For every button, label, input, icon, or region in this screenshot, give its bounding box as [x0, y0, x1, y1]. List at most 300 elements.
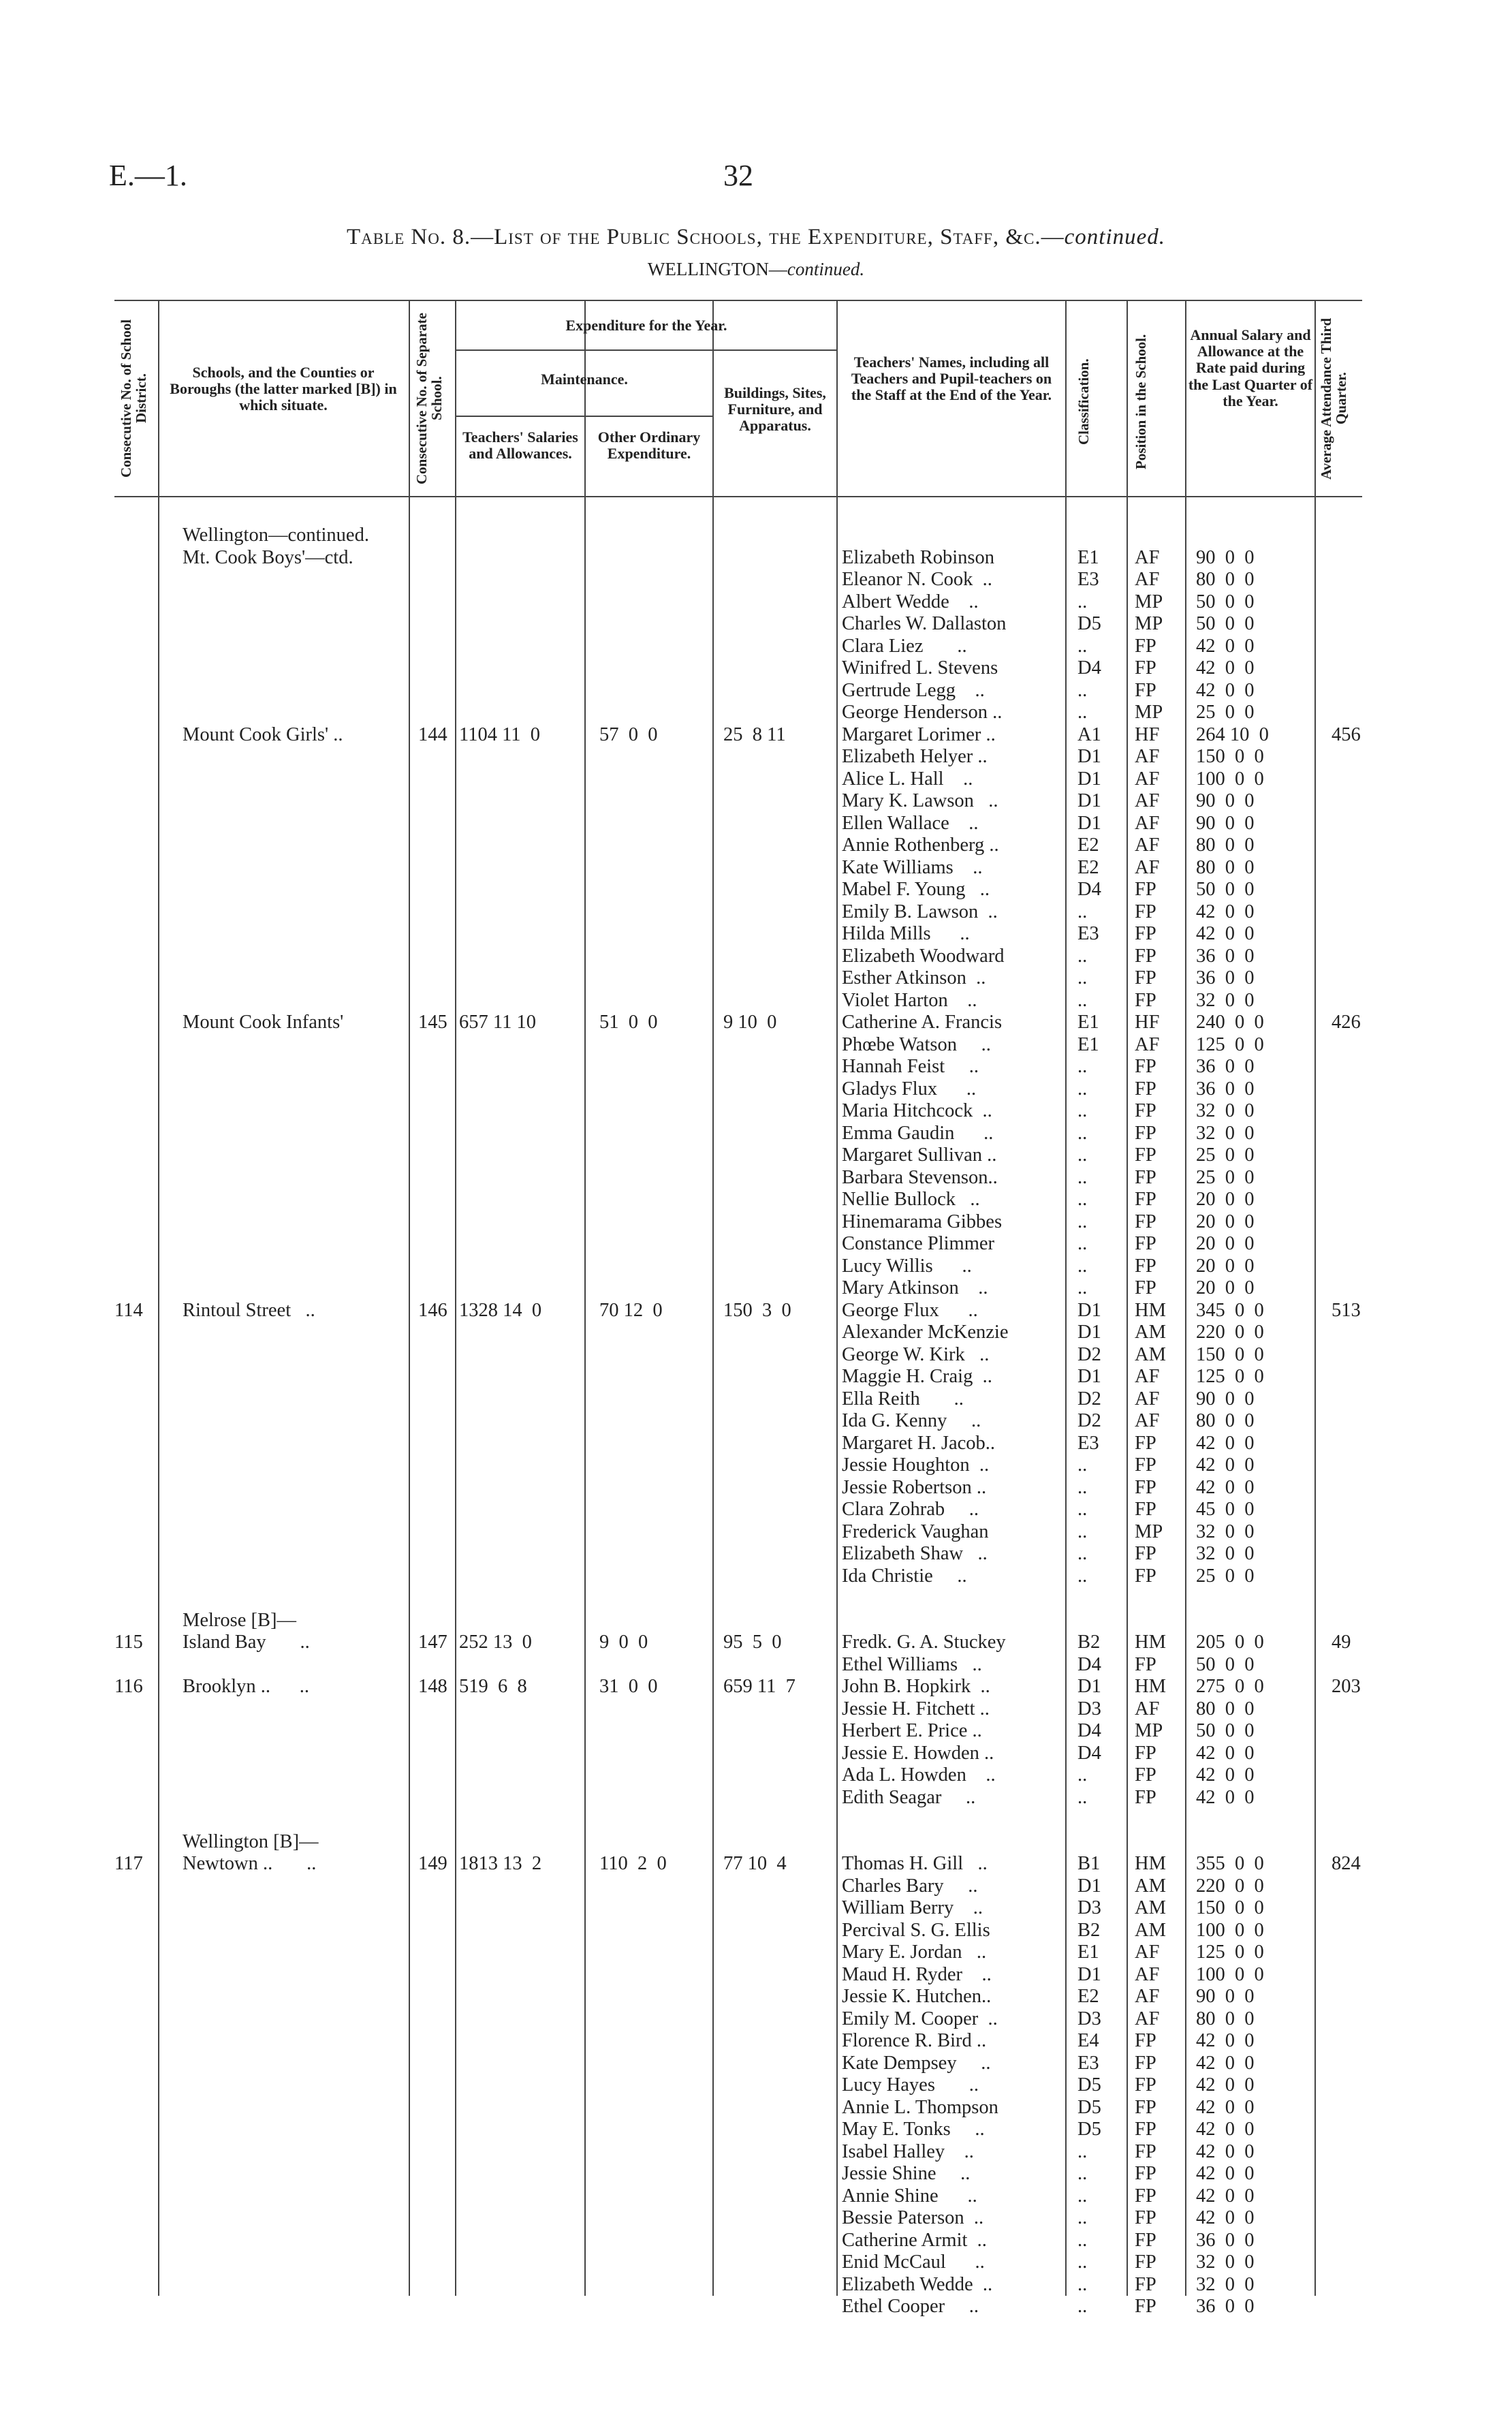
position-value: AM: [1135, 1875, 1166, 1897]
position-value: AF: [1135, 1698, 1160, 1719]
table-row: [0, 1698, 1512, 1721]
teacher-name: Thomas H. Gill ..: [842, 1853, 988, 1874]
table-row: [0, 1499, 1512, 1521]
table-row: [0, 2141, 1512, 2164]
position-value: FP: [1135, 1255, 1156, 1277]
classification-value: D2: [1077, 1410, 1101, 1431]
position-value: FP: [1135, 1653, 1156, 1675]
buildings-value: 25 8 11: [723, 723, 786, 745]
table-row: [0, 1277, 1512, 1300]
classification-value: D1: [1077, 768, 1101, 790]
classification-value: ..: [1077, 1565, 1088, 1587]
salary-value: 20 0 0: [1196, 1189, 1255, 1210]
classification-value: ..: [1077, 1166, 1088, 1188]
salary-value: 42 0 0: [1196, 1432, 1255, 1454]
teacher-name: William Berry ..: [842, 1897, 983, 1918]
classification-value: ..: [1077, 967, 1088, 988]
attendance-value: 824: [1332, 1853, 1361, 1874]
school-name: Rintoul Street ..: [183, 1299, 315, 1321]
position-value: FP: [1135, 2207, 1156, 2228]
teacher-name: Bessie Paterson ..: [842, 2207, 984, 2228]
teacher-name: Eleanor N. Cook ..: [842, 569, 992, 590]
teacher-name: Jessie E. Howden ..: [842, 1742, 994, 1764]
table-row: [0, 1920, 1512, 1942]
salary-value: 36 0 0: [1196, 2229, 1255, 2251]
salary-value: 20 0 0: [1196, 1233, 1255, 1254]
classification-value: ..: [1077, 1499, 1088, 1520]
classification-value: B2: [1077, 1919, 1101, 1941]
position-value: FP: [1135, 1742, 1156, 1764]
caption-prefix: Table No. 8.—List of the Public Schools, the Expenditure, Staff, &c.—: [346, 225, 1065, 249]
teacher-name: Gladys Flux ..: [842, 1078, 977, 1100]
teacher-name: Mary Atkinson ..: [842, 1277, 988, 1298]
teacher-name: Frederick Vaughan: [842, 1521, 989, 1542]
table-row: [0, 1521, 1512, 1544]
teacher-name: Percival S. G. Ellis: [842, 1919, 990, 1941]
teacher-name: Annie Rothenberg ..: [842, 835, 999, 856]
teacher-name: Isabel Halley ..: [842, 2140, 974, 2162]
salary-value: 32 0 0: [1196, 989, 1255, 1011]
table-row: [0, 1654, 1512, 1677]
classification-value: E3: [1077, 569, 1099, 590]
salary-value: 220 0 0: [1196, 1875, 1264, 1897]
salary-value: 345 0 0: [1196, 1299, 1264, 1321]
teacher-name: Elizabeth Robinson: [842, 546, 995, 568]
teachers-salaries-value: 519 6 8: [459, 1676, 527, 1697]
salary-value: 90 0 0: [1196, 790, 1255, 811]
position-value: FP: [1135, 1056, 1156, 1077]
table-row: [0, 724, 1512, 747]
classification-value: E1: [1077, 546, 1099, 568]
classification-value: ..: [1077, 989, 1088, 1011]
classification-value: ..: [1077, 1122, 1088, 1144]
classification-value: ..: [1077, 1786, 1088, 1808]
salary-value: 100 0 0: [1196, 1919, 1264, 1941]
classification-value: ..: [1077, 2140, 1088, 2162]
teacher-name: Constance Plimmer: [842, 1233, 995, 1254]
salary-value: 25 0 0: [1196, 702, 1255, 723]
separate-school-number: 147: [418, 1632, 447, 1653]
table-row: [0, 1123, 1512, 1145]
position-value: FP: [1135, 1144, 1156, 1166]
position-value: AM: [1135, 1897, 1166, 1918]
salary-value: 42 0 0: [1196, 657, 1255, 679]
salary-value: 32 0 0: [1196, 2273, 1255, 2295]
salary-value: 42 0 0: [1196, 2052, 1255, 2074]
header-schools: Schools, and the Counties or Boroughs (the latter marked [B]) in which situate.: [170, 364, 397, 414]
district-number: 117: [114, 1853, 143, 1874]
position-value: FP: [1135, 1100, 1156, 1121]
classification-value: B2: [1077, 1632, 1101, 1653]
teachers-salaries-value: 1328 14 0: [459, 1299, 542, 1321]
salary-value: 20 0 0: [1196, 1255, 1255, 1277]
salary-value: 36 0 0: [1196, 2296, 1255, 2317]
position-value: FP: [1135, 1166, 1156, 1188]
position-value: FP: [1135, 967, 1156, 988]
teacher-name: George W. Kirk ..: [842, 1343, 990, 1365]
table-row: [0, 591, 1512, 614]
classification-value: D1: [1077, 1299, 1101, 1321]
teacher-name: Margaret H. Jacob..: [842, 1432, 996, 1454]
buildings-value: 9 10 0: [723, 1012, 777, 1033]
table-row: [0, 1322, 1512, 1344]
table-row: [0, 1433, 1512, 1455]
salary-value: 90 0 0: [1196, 546, 1255, 568]
table-row: [0, 613, 1512, 636]
position-value: FP: [1135, 2140, 1156, 2162]
position-value: AF: [1135, 1366, 1160, 1387]
classification-value: ..: [1077, 945, 1088, 967]
salary-value: 100 0 0: [1196, 1963, 1264, 1985]
position-value: AF: [1135, 856, 1160, 878]
school-name: Wellington—continued.: [183, 525, 369, 546]
separate-school-number: 145: [418, 1012, 447, 1033]
classification-value: D5: [1077, 2119, 1101, 2140]
table-row: [0, 790, 1512, 813]
table-row: [0, 2030, 1512, 2053]
classification-value: E2: [1077, 856, 1099, 878]
classification-value: ..: [1077, 1100, 1088, 1121]
classification-value: E1: [1077, 1033, 1099, 1055]
salary-value: 42 0 0: [1196, 1476, 1255, 1498]
teacher-name: Elizabeth Woodward: [842, 945, 1005, 967]
attendance-value: 203: [1332, 1676, 1361, 1697]
classification-value: D1: [1077, 746, 1101, 767]
classification-value: D4: [1077, 657, 1101, 679]
table-row: [0, 1942, 1512, 1964]
salary-value: 42 0 0: [1196, 2163, 1255, 2184]
header-salary: Annual Salary and Allowance at the Rate paid during the Last Quarter of the Year.: [1188, 326, 1313, 409]
position-value: MP: [1135, 613, 1163, 634]
teacher-name: Emily B. Lawson ..: [842, 901, 998, 922]
school-name: Mount Cook Girls' ..: [183, 723, 343, 745]
salary-value: 25 0 0: [1196, 1144, 1255, 1166]
table-row: [0, 2119, 1512, 2141]
expenditure-rule: [456, 349, 836, 351]
classification-value: D1: [1077, 812, 1101, 834]
table-row: [0, 525, 1512, 547]
salary-value: 275 0 0: [1196, 1676, 1264, 1697]
table-row: [0, 1632, 1512, 1654]
classification-value: ..: [1077, 2296, 1088, 2317]
salary-value: 42 0 0: [1196, 2119, 1255, 2140]
teacher-name: George Henderson ..: [842, 702, 1003, 723]
salary-value: 42 0 0: [1196, 2074, 1255, 2096]
classification-value: ..: [1077, 2163, 1088, 2184]
table-row: [0, 923, 1512, 946]
teacher-name: Mary K. Lawson ..: [842, 790, 998, 811]
salary-value: 90 0 0: [1196, 812, 1255, 834]
table-row: [0, 680, 1512, 702]
school-name: Wellington [B]—: [183, 1831, 319, 1852]
salary-value: 36 0 0: [1196, 945, 1255, 967]
salary-value: 42 0 0: [1196, 1454, 1255, 1476]
salary-value: 20 0 0: [1196, 1211, 1255, 1232]
classification-value: D1: [1077, 1322, 1101, 1343]
table-row: [0, 1100, 1512, 1123]
position-value: MP: [1135, 1521, 1163, 1542]
classification-value: E1: [1077, 1942, 1099, 1963]
position-value: AF: [1135, 812, 1160, 834]
table-row: [0, 768, 1512, 791]
classification-value: ..: [1077, 901, 1088, 922]
position-value: AF: [1135, 1388, 1160, 1409]
position-value: FP: [1135, 923, 1156, 944]
table-row: [0, 1787, 1512, 1809]
salary-value: 42 0 0: [1196, 2185, 1255, 2207]
classification-value: D4: [1077, 1742, 1101, 1764]
classification-value: ..: [1077, 2252, 1088, 2273]
table-row: [0, 2163, 1512, 2185]
salary-value: 42 0 0: [1196, 1786, 1255, 1808]
teacher-name: Hinemarama Gibbes: [842, 1211, 1003, 1232]
header-position: Position in the School.: [1133, 334, 1149, 470]
other-expenditure-value: 70 12 0: [599, 1299, 663, 1321]
header-attendance: Average Attendance Third Quarter.: [1318, 317, 1350, 480]
table-row: [0, 1986, 1512, 2008]
table-row: [0, 1300, 1512, 1322]
position-value: FP: [1135, 2096, 1156, 2118]
attendance-value: 513: [1332, 1299, 1361, 1321]
teacher-name: Maria Hitchcock ..: [842, 1100, 992, 1121]
school-name: Mt. Cook Boys'—ctd.: [183, 546, 353, 568]
salary-value: 355 0 0: [1196, 1853, 1264, 1874]
salary-value: 42 0 0: [1196, 635, 1255, 657]
table-row: [0, 857, 1512, 879]
position-value: FP: [1135, 2030, 1156, 2051]
position-value: FP: [1135, 1499, 1156, 1520]
position-value: FP: [1135, 879, 1156, 900]
salary-value: 90 0 0: [1196, 1986, 1255, 2007]
teacher-name: Ida G. Kenny ..: [842, 1410, 981, 1431]
teacher-name: Enid McCaul ..: [842, 2252, 985, 2273]
teacher-name: Florence R. Bird ..: [842, 2030, 987, 2051]
teachers-salaries-value: 252 13 0: [459, 1632, 532, 1653]
header-district-no: Consecutive No. of School District.: [118, 319, 150, 478]
classification-value: E1: [1077, 1012, 1099, 1033]
other-expenditure-value: 57 0 0: [599, 723, 658, 745]
teacher-name: Jessie Shine ..: [842, 2163, 971, 2184]
table-row: [0, 1720, 1512, 1743]
teacher-name: Annie Shine ..: [842, 2185, 977, 2207]
school-name: Island Bay ..: [183, 1632, 310, 1653]
teacher-name: Emma Gaudin ..: [842, 1122, 994, 1144]
page-reference: E.—1.: [109, 159, 187, 192]
classification-value: ..: [1077, 1189, 1088, 1210]
classification-value: ..: [1077, 1233, 1088, 1254]
classification-value: ..: [1077, 2185, 1088, 2207]
district-number: 114: [114, 1299, 143, 1321]
table-row: [0, 813, 1512, 835]
salary-value: 150 0 0: [1196, 1897, 1264, 1918]
classification-value: D5: [1077, 2074, 1101, 2096]
position-value: FP: [1135, 1211, 1156, 1232]
salary-value: 36 0 0: [1196, 967, 1255, 988]
classification-value: ..: [1077, 635, 1088, 657]
position-value: FP: [1135, 1454, 1156, 1476]
position-value: AF: [1135, 1963, 1160, 1985]
salary-value: 205 0 0: [1196, 1632, 1264, 1653]
salary-value: 220 0 0: [1196, 1322, 1264, 1343]
buildings-value: 95 5 0: [723, 1632, 782, 1653]
school-name: Melrose [B]—: [183, 1609, 297, 1631]
table-row: [0, 2296, 1512, 2318]
salary-value: 42 0 0: [1196, 901, 1255, 922]
separate-school-number: 148: [418, 1676, 447, 1697]
position-value: AF: [1135, 1986, 1160, 2007]
attendance-value: 456: [1332, 723, 1361, 745]
teacher-name: May E. Tonks ..: [842, 2119, 985, 2140]
position-value: AF: [1135, 768, 1160, 790]
header-other-expenditure: Other Ordinary Expenditure.: [597, 429, 701, 463]
teachers-salaries-value: 1813 13 2: [459, 1853, 542, 1874]
position-value: AF: [1135, 746, 1160, 767]
teacher-name: Maggie H. Craig ..: [842, 1366, 992, 1387]
table-row: [0, 1167, 1512, 1189]
classification-value: E2: [1077, 835, 1099, 856]
position-value: FP: [1135, 2163, 1156, 2184]
classification-value: E2: [1077, 1986, 1099, 2007]
other-expenditure-value: 110 2 0: [599, 1853, 667, 1874]
table-row: [0, 1366, 1512, 1388]
position-value: AF: [1135, 835, 1160, 856]
position-value: MP: [1135, 702, 1163, 723]
salary-value: 42 0 0: [1196, 1764, 1255, 1786]
teacher-name: Margaret Sullivan ..: [842, 1144, 997, 1166]
table-row: [0, 1056, 1512, 1078]
table-row: [0, 657, 1512, 680]
classification-value: E3: [1077, 2052, 1099, 2074]
position-value: FP: [1135, 1543, 1156, 1564]
classification-value: ..: [1077, 702, 1088, 723]
classification-value: D4: [1077, 1653, 1101, 1675]
other-expenditure-value: 9 0 0: [599, 1632, 648, 1653]
attendance-value: 49: [1332, 1632, 1351, 1653]
salary-value: 42 0 0: [1196, 2140, 1255, 2162]
salary-value: 50 0 0: [1196, 879, 1255, 900]
classification-value: D3: [1077, 1698, 1101, 1719]
salary-value: 50 0 0: [1196, 613, 1255, 634]
teacher-name: Elizabeth Shaw ..: [842, 1543, 988, 1564]
table-row: [0, 1764, 1512, 1787]
position-value: FP: [1135, 1189, 1156, 1210]
table-row: [0, 1897, 1512, 1920]
salary-value: 125 0 0: [1196, 1942, 1264, 1963]
position-value: FP: [1135, 1764, 1156, 1786]
teacher-name: Esther Atkinson ..: [842, 967, 986, 988]
salary-value: 264 10 0: [1196, 723, 1269, 745]
table-top-rule: [114, 300, 1362, 301]
salary-value: 100 0 0: [1196, 768, 1264, 790]
position-value: FP: [1135, 1786, 1156, 1808]
classification-value: ..: [1077, 591, 1088, 612]
table-row: [0, 1344, 1512, 1367]
teacher-name: Elizabeth Wedde ..: [842, 2273, 993, 2295]
classification-value: ..: [1077, 679, 1088, 701]
position-value: FP: [1135, 1078, 1156, 1100]
table-row: [0, 1543, 1512, 1566]
classification-value: ..: [1077, 1543, 1088, 1564]
classification-value: ..: [1077, 1521, 1088, 1542]
table-row: [0, 946, 1512, 968]
salary-value: 25 0 0: [1196, 1166, 1255, 1188]
salary-value: 125 0 0: [1196, 1033, 1264, 1055]
teacher-name: Jessie H. Fitchett ..: [842, 1698, 990, 1719]
caption-suffix: continued.: [1064, 225, 1166, 249]
teacher-name: Elizabeth Helyer ..: [842, 746, 988, 767]
salary-value: 36 0 0: [1196, 1056, 1255, 1077]
position-value: AF: [1135, 2008, 1160, 2029]
table-row: [0, 1078, 1512, 1101]
teacher-name: Ella Reith ..: [842, 1388, 964, 1409]
salary-value: 80 0 0: [1196, 569, 1255, 590]
teacher-name: Ellen Wallace ..: [842, 812, 979, 834]
teachers-salaries-value: 657 11 10: [459, 1012, 536, 1033]
position-value: FP: [1135, 2229, 1156, 2251]
classification-value: ..: [1077, 1255, 1088, 1277]
classification-value: E3: [1077, 1432, 1099, 1454]
teachers-salaries-value: 1104 11 0: [459, 723, 541, 745]
table-row: [0, 967, 1512, 990]
table-row: [0, 2274, 1512, 2296]
salary-value: 42 0 0: [1196, 2030, 1255, 2051]
teacher-name: Charles W. Dallaston: [842, 613, 1007, 634]
teacher-name: Hannah Feist ..: [842, 1056, 979, 1077]
other-expenditure-value: 51 0 0: [599, 1012, 658, 1033]
table-row: [0, 1012, 1512, 1034]
table-caption: [0, 225, 1512, 250]
header-teachers-salaries: Teachers' Salaries and Allowances.: [462, 429, 578, 463]
salary-value: 42 0 0: [1196, 923, 1255, 944]
teacher-name: Edith Seagar ..: [842, 1786, 976, 1808]
position-value: MP: [1135, 1720, 1163, 1741]
classification-value: D1: [1077, 1676, 1101, 1697]
position-value: FP: [1135, 989, 1156, 1011]
table-row: [0, 569, 1512, 591]
salary-value: 36 0 0: [1196, 1078, 1255, 1100]
teacher-name: Herbert E. Price ..: [842, 1720, 982, 1741]
position-value: FP: [1135, 1565, 1156, 1587]
table-row: [0, 1875, 1512, 1898]
position-value: FP: [1135, 2273, 1156, 2295]
position-value: FP: [1135, 2296, 1156, 2317]
position-value: FP: [1135, 2185, 1156, 2207]
table-row: [0, 1454, 1512, 1477]
table-row: [0, 1211, 1512, 1234]
teacher-name: Albert Wedde ..: [842, 591, 979, 612]
teacher-name: Alice L. Hall ..: [842, 768, 973, 790]
classification-value: D4: [1077, 1720, 1101, 1741]
salary-value: 42 0 0: [1196, 1742, 1255, 1764]
teacher-name: Ada L. Howden ..: [842, 1764, 996, 1786]
position-value: HM: [1135, 1299, 1166, 1321]
table-row: [0, 1388, 1512, 1411]
classification-value: D1: [1077, 1875, 1101, 1897]
classification-value: D2: [1077, 1343, 1101, 1365]
position-value: FP: [1135, 1233, 1156, 1254]
table-row: [0, 1676, 1512, 1698]
table-row: [0, 901, 1512, 924]
position-value: FP: [1135, 945, 1156, 967]
position-value: AF: [1135, 569, 1160, 590]
classification-value: ..: [1077, 1211, 1088, 1232]
table-row: [0, 1256, 1512, 1278]
table-row: [0, 1144, 1512, 1167]
table-row: [0, 2097, 1512, 2119]
salary-value: 50 0 0: [1196, 591, 1255, 612]
salary-value: 32 0 0: [1196, 1100, 1255, 1121]
salary-value: 42 0 0: [1196, 679, 1255, 701]
